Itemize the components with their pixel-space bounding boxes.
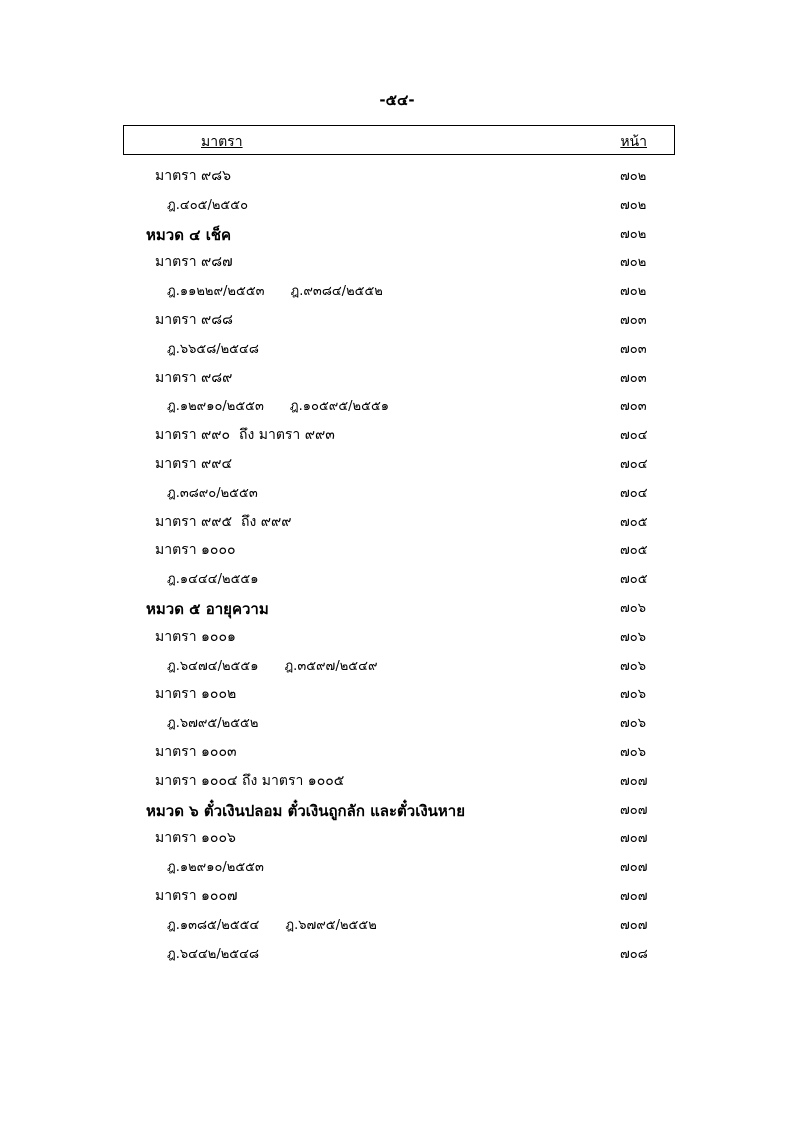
case-references <box>167 914 377 935</box>
chapter-title <box>146 597 269 621</box>
entry-label: มาตรา ๙๘๗ <box>155 254 233 271</box>
entry-label: มาตรา ๑๐๐๐ <box>155 542 236 559</box>
index-row-chapter <box>0 794 794 823</box>
index-row-section <box>0 160 794 189</box>
entry-label: มาตรา ๙๘๙ <box>155 369 233 386</box>
chapter-title <box>146 799 465 823</box>
page-ref: ๗๐๖ <box>620 687 646 703</box>
section-title <box>155 741 237 763</box>
section-title <box>155 309 233 331</box>
index-row-case <box>0 707 794 736</box>
index-row-case <box>0 333 794 362</box>
case-reference: ฎ.๑๒๙๑๐/๒๕๕๓ <box>167 399 264 415</box>
page-ref: ๗๐๖ <box>620 716 646 732</box>
entry-label: หมวด ๔ เช็ค <box>146 225 232 244</box>
case-references <box>167 655 377 676</box>
page-ref: ๗๐๖ <box>620 629 646 645</box>
chapter-title <box>146 223 231 247</box>
entry-label: มาตรา ๑๐๐๔ ถึง มาตรา ๑๐๐๕ <box>155 772 345 789</box>
section-title <box>155 683 236 705</box>
index-row-chapter <box>0 592 794 621</box>
table-header <box>123 125 675 155</box>
index-row-case <box>0 189 794 218</box>
page-ref: ๗๐๗ <box>620 917 648 933</box>
case-references <box>167 395 389 416</box>
index-row-section <box>0 534 794 563</box>
index-row-case <box>0 275 794 304</box>
index-row-case <box>0 390 794 419</box>
page-ref: ๗๐๒ <box>620 284 647 300</box>
section-title <box>155 165 231 187</box>
index-row-section <box>0 506 794 535</box>
header-page-label: หน้า <box>620 134 647 150</box>
section-title <box>155 424 335 446</box>
case-reference: ฎ.๖๔๗๔/๒๕๕๑ <box>167 658 259 674</box>
index-row-section <box>0 304 794 333</box>
index-row-case <box>0 650 794 679</box>
index-row-section <box>0 621 794 650</box>
header-section-label: มาตรา <box>201 134 243 150</box>
page-ref: ๗๐๖ <box>620 600 646 616</box>
index-row-section <box>0 765 794 794</box>
page-ref: ๗๐๔ <box>620 428 648 444</box>
page-ref: ๗๐๗ <box>620 888 648 904</box>
section-title <box>155 885 238 907</box>
entry-label: มาตรา ๙๘๘ <box>155 311 233 328</box>
entry-label: หมวด ๖ ตั๋วเงินปลอม ตั๋วเงินถูกลัก และตั๋วเงินหาย <box>146 801 466 820</box>
page-ref: ๗๐๔ <box>620 485 648 501</box>
page-ref: ๗๐๔ <box>620 456 648 472</box>
index-row-section <box>0 448 794 477</box>
page-ref: ๗๐๓ <box>620 312 647 328</box>
section-title <box>155 827 236 849</box>
case-reference: ฎ.๖๗๙๕/๒๕๕๒ <box>285 917 377 933</box>
entry-label: มาตรา ๑๐๐๑ <box>155 628 236 645</box>
index-entries <box>0 160 794 966</box>
case-references <box>167 856 264 877</box>
case-reference: ฎ.๑๔๔๔/๒๕๕๑ <box>167 572 259 588</box>
section-title <box>155 626 236 648</box>
page-ref: ๗๐๒ <box>620 169 647 184</box>
page-ref: ๗๐๓ <box>620 399 647 415</box>
page-ref: ๗๐๗ <box>620 860 648 876</box>
case-reference: ฎ.๔๐๕/๒๕๕๐ <box>167 197 249 213</box>
index-row-section <box>0 678 794 707</box>
entry-label: มาตรา ๑๐๐๒ <box>155 686 237 703</box>
case-references <box>167 482 258 503</box>
page-ref: ๗๐๕ <box>620 514 648 530</box>
section-title <box>155 251 233 273</box>
index-row-section <box>0 736 794 765</box>
section-title <box>155 539 236 561</box>
index-row-case <box>0 851 794 880</box>
index-row-section <box>0 880 794 909</box>
page-ref: ๗๐๗ <box>620 802 648 818</box>
case-references <box>167 712 258 733</box>
section-title <box>155 770 344 792</box>
case-references <box>167 338 259 359</box>
index-row-section <box>0 362 794 391</box>
case-reference: ฎ.๖๗๙๕/๒๕๕๒ <box>167 716 259 732</box>
case-reference: ฎ.๖๖๕๘/๒๕๔๘ <box>167 341 259 357</box>
case-reference: ฎ.๙๓๘๔/๒๕๕๒ <box>290 284 383 300</box>
page-ref: ๗๐๓ <box>620 341 647 357</box>
page-ref: ๗๐๒ <box>620 226 647 242</box>
index-row-chapter <box>0 218 794 247</box>
page-ref: ๗๐๗ <box>620 773 648 789</box>
page-ref: ๗๐๗ <box>620 831 648 847</box>
case-reference: ฎ.๓๕๙๗/๒๕๔๙ <box>284 658 378 674</box>
entry-label: มาตรา ๑๐๐๗ <box>155 887 238 904</box>
case-reference: ฎ.๖๔๔๒/๒๕๔๘ <box>167 946 260 962</box>
case-reference: ฎ.๑๒๙๑๐/๒๕๕๓ <box>167 860 264 876</box>
case-references <box>167 280 383 301</box>
index-row-section <box>0 246 794 275</box>
index-row-case <box>0 477 794 506</box>
case-references <box>167 943 259 964</box>
case-reference: ฎ.๑๐๕๙๕/๒๕๕๑ <box>289 399 390 415</box>
page-ref: ๗๐๕ <box>620 543 648 559</box>
case-references <box>167 568 259 589</box>
section-title <box>155 453 232 475</box>
index-row-section <box>0 822 794 851</box>
index-row-case <box>0 938 794 967</box>
case-reference: ฎ.๓๘๙๐/๒๕๕๓ <box>167 485 258 501</box>
page-ref: ๗๐๘ <box>620 946 648 962</box>
index-row-section <box>0 419 794 448</box>
page-ref: ๗๐๒ <box>620 197 647 213</box>
entry-label: มาตรา ๙๙๔ <box>155 455 233 472</box>
index-row-case <box>0 909 794 938</box>
page-ref: ๗๐๕ <box>620 572 648 588</box>
entry-label: มาตรา ๙๙๐ ถึง มาตรา ๙๙๓ <box>155 427 335 444</box>
entry-label: มาตรา ๑๐๐๖ <box>155 830 236 847</box>
case-reference: ฎ.๑๓๘๕/๒๕๕๔ <box>167 917 260 933</box>
index-row-case <box>0 563 794 592</box>
entry-label: หมวด ๕ อายุความ <box>146 599 269 618</box>
page-ref: ๗๐๓ <box>620 370 647 386</box>
case-references <box>167 194 248 215</box>
page-number: -๕๔- <box>379 91 415 109</box>
entry-label: มาตรา ๙๙๕ ถึง ๙๙๙ <box>155 513 292 530</box>
entry-label: มาตรา ๑๐๐๓ <box>155 743 237 760</box>
section-title <box>155 367 232 389</box>
page-ref: ๗๐๒ <box>620 255 647 271</box>
case-reference: ฎ.๑๑๒๒๙/๒๕๕๓ <box>167 284 265 300</box>
section-title <box>155 511 292 533</box>
entry-label: มาตรา ๙๘๖ <box>155 168 231 184</box>
page-ref: ๗๐๖ <box>620 658 646 674</box>
page-ref: ๗๐๖ <box>620 744 646 760</box>
